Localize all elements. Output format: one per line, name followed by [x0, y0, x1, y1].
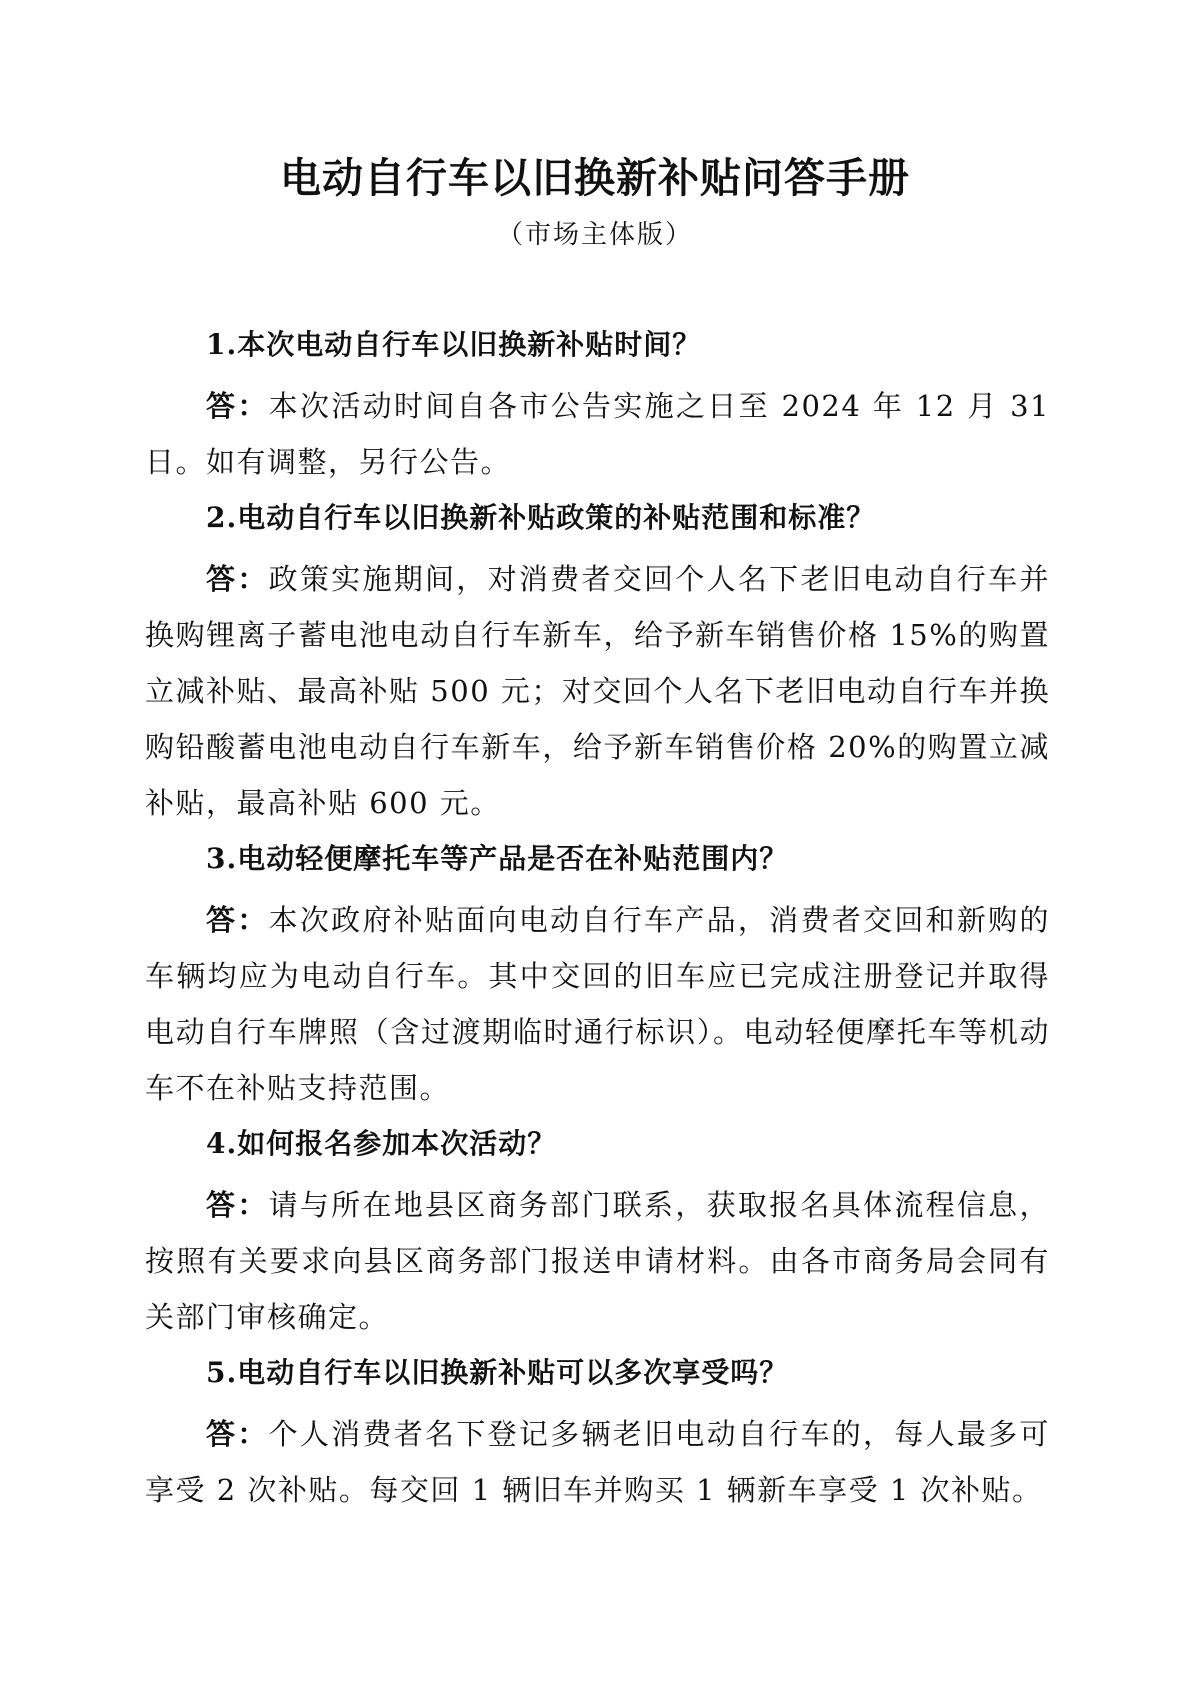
- answer-1: [145, 378, 1050, 490]
- answer-label: 答：: [206, 903, 269, 937]
- question-5: 5.电动自行车以旧换新补贴可以多次享受吗？: [206, 1356, 789, 1389]
- document-subtitle: （市场主体版）: [496, 220, 693, 250]
- question-1: 1.本次电动自行车以旧换新补贴时间？: [206, 328, 702, 361]
- question-4: 4.如何报名参加本次活动？: [206, 1127, 557, 1160]
- answer-text: 个人消费者名下登记多辆老旧电动自行车的，每人最多可享受 2 次补贴。每交回 1 辆旧车并购买 1 辆新车享受 1 次补贴。: [145, 1417, 1050, 1507]
- answer-3: [145, 892, 1050, 1116]
- question-2: 2.电动自行车以旧换新补贴政策的补贴范围和标准？: [206, 501, 876, 534]
- answer-label: 答：: [206, 562, 269, 596]
- answer-5: [145, 1406, 1050, 1518]
- answer-2: [145, 551, 1050, 831]
- answer-label: 答：: [206, 1188, 269, 1222]
- answer-text: 本次活动时间自各市公告实施之日至 2024 年 12 月 31 日。如有调整，另行公告。: [145, 389, 1050, 479]
- answer-label: 答：: [206, 1417, 269, 1451]
- answer-label: 答：: [206, 389, 269, 423]
- answer-4: [145, 1177, 1050, 1345]
- answer-text: 本次政府补贴面向电动自行车产品，消费者交回和新购的车辆均应为电动自行车。其中交回的旧车应已完成注册登记并取得电动自行车牌照（含过渡期临时通行标识）。电动轻便摩托车等机动车不在补贴支持范围。: [145, 903, 1050, 1105]
- question-3: 3.电动轻便摩托车等产品是否在补贴范围内？: [206, 842, 789, 875]
- qa-list: [145, 323, 1050, 1524]
- document-title: 电动自行车以旧换新补贴问答手册: [280, 154, 910, 202]
- answer-text: 请与所在地县区商务部门联系，获取报名具体流程信息，按照有关要求向县区商务部门报送申请材料。由各市商务局会同有关部门审核确定。: [145, 1188, 1050, 1334]
- answer-text: 政策实施期间，对消费者交回个人名下老旧电动自行车并换购锂离子蓄电池电动自行车新车，给予新车销售价格 15%的购置立减补贴、最高补贴 500 元；对交回个人名下老旧电动自行车并换购铅酸蓄电池电动自行车新车，给予新车销售价格 20%的购置立减补贴，最高补贴 600 元。: [145, 562, 1050, 820]
